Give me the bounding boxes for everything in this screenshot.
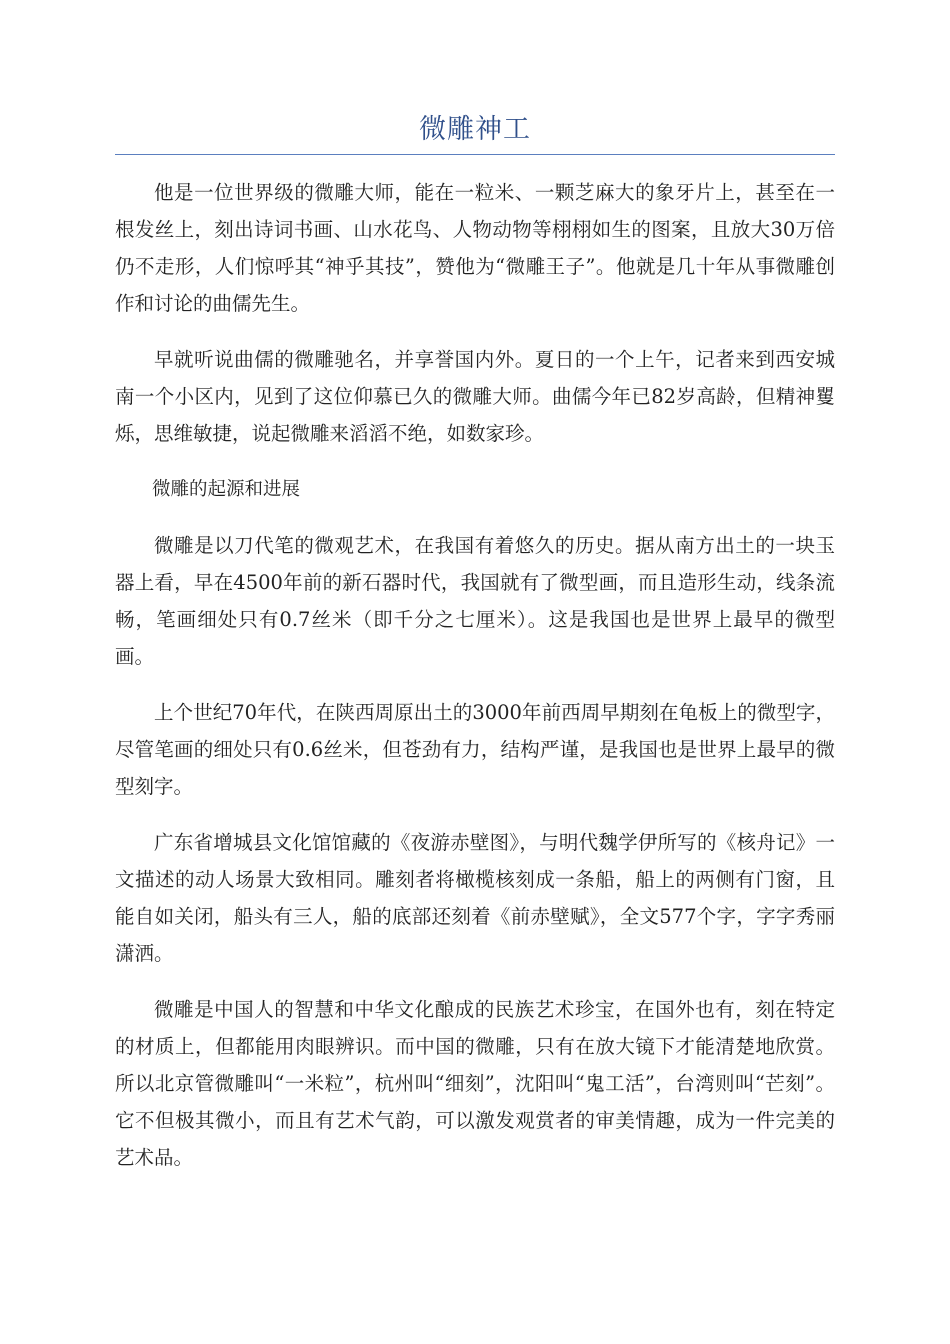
- paragraph-origin: 微雕是以刀代笔的微观艺术，在我国有着悠久的历史。据从南方出土的一块玉器上看，早在4500年前的新石器时代，我国就有了微型画，而且造形生动，线条流畅，笔画细处只有0.7丝米（即千分之七厘米）。这是我国也是世界上最早的微型画。: [115, 534, 835, 668]
- paragraph-visit: 早就听说曲儒的微雕驰名，并享誉国内外。夏日的一个上午，记者来到西安城南一个小区内，见到了这位仰慕已久的微雕大师。曲儒今年已82岁高龄，但精神矍烁，思维敏捷，说起微雕来滔滔不绝，如数家珍。: [115, 348, 835, 445]
- paragraph-zhouyuan: 上个世纪70年代，在陕西周原出土的3000年前西周早期刻在龟板上的微型字，尽管笔画的细处只有0.6丝米，但苍劲有力，结构严谨，是我国也是世界上最早的微型刻字。: [115, 701, 835, 798]
- document-title: 微雕神工: [419, 114, 531, 145]
- paragraph-guangdong: 广东省增城县文化馆馆藏的《夜游赤壁图》，与明代魏学伊所写的《核舟记》一文描述的动人场景大致相同。雕刻者将橄榄核刻成一条船，船上的两侧有门窗，且能自如关闭，船头有三人，船的底部还刻着《前赤壁赋》，全文577个字，字字秀丽潇洒。: [115, 831, 835, 965]
- title-underline: [115, 154, 835, 155]
- paragraph-intro: 他是一位世界级的微雕大师，能在一粒米、一颗芝麻大的象牙片上，甚至在一根发丝上，刻出诗词书画、山水花鸟、人物动物等栩栩如生的图案，且放大30万倍仍不走形，人们惊呼其“神乎其技”，赞他为“微雕王子”。他就是几十年从事微雕创作和讨论的曲儒先生。: [115, 181, 835, 315]
- paragraph-treasure: 微雕是中国人的智慧和中华文化酿成的民族艺术珍宝，在国外也有，刻在特定的材质上，但都能用肉眼辨识。而中国的微雕，只有在放大镜下才能清楚地欣赏。所以北京管微雕叫“一米粒”，杭州叫“细刻”，沈阳叫“鬼工活”，台湾则叫“芒刻”。它不但极其微小，而且有艺术气韵，可以激发观赏者的审美情趣，成为一件完美的艺术品。: [115, 998, 835, 1169]
- document-body: [115, 174, 835, 1195]
- section-heading: 微雕的起源和进展: [152, 479, 301, 500]
